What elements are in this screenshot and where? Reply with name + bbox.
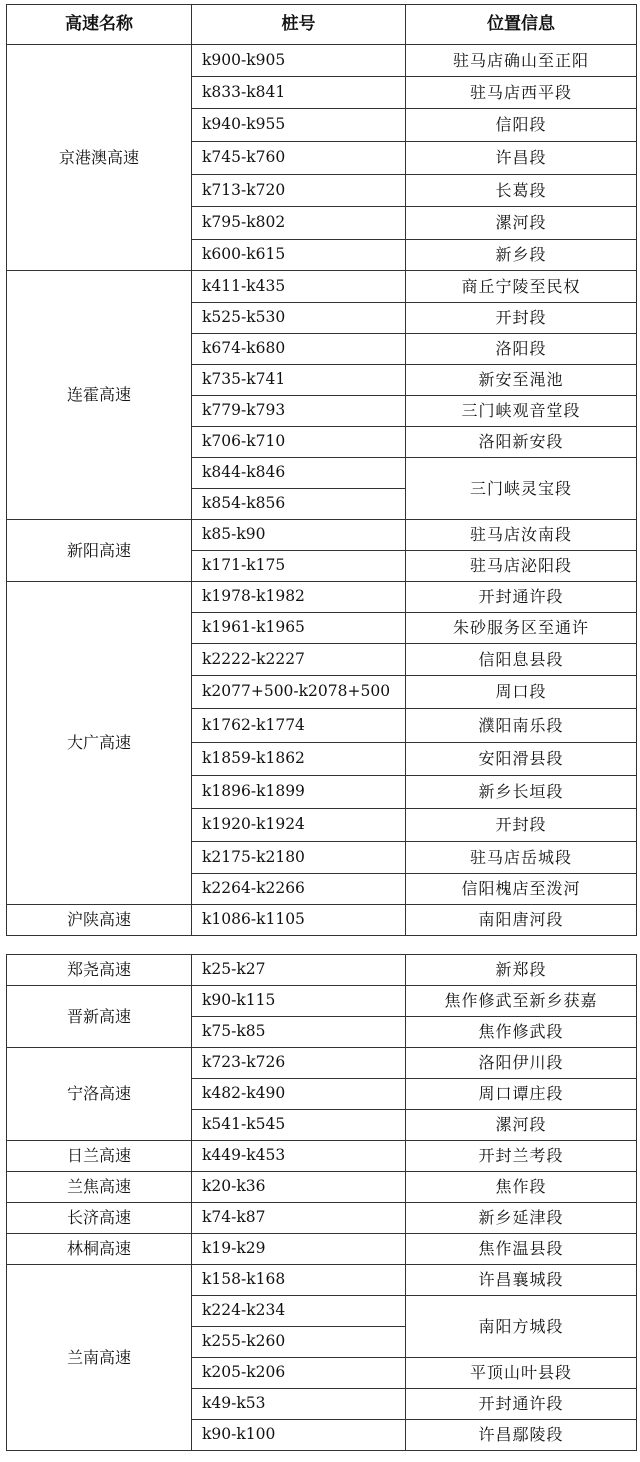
- pile-number-cell: k171-k175: [192, 551, 406, 582]
- pile-number-cell: k449-k453: [192, 1141, 406, 1172]
- pile-number-cell: k940-k955: [192, 109, 406, 142]
- pile-number-cell: k74-k87: [192, 1203, 406, 1234]
- location-cell: 新安至渑池: [406, 365, 637, 396]
- table-row: [7, 45, 637, 77]
- location-cell: 焦作修武段: [406, 1017, 637, 1048]
- pile-number-cell: k19-k29: [192, 1234, 406, 1265]
- table-row: [7, 520, 637, 551]
- location-cell: 开封通许段: [406, 582, 637, 613]
- location-cell: 周口段: [406, 676, 637, 709]
- pile-number-cell: k844-k846: [192, 458, 406, 489]
- location-cell: 洛阳新安段: [406, 427, 637, 458]
- table-row: [7, 1203, 637, 1234]
- location-cell: 许昌襄城段: [406, 1265, 637, 1296]
- header-pile-number: 桩号: [192, 5, 406, 45]
- road-name-cell: 连霍高速: [7, 271, 192, 520]
- pile-number-cell: k2222-k2227: [192, 644, 406, 676]
- road-name-cell: 兰焦高速: [7, 1172, 192, 1203]
- location-cell: 驻马店泌阳段: [406, 551, 637, 582]
- location-cell: 许昌鄢陵段: [406, 1420, 637, 1451]
- pile-number-cell: k674-k680: [192, 334, 406, 365]
- location-cell: 濮阳南乐段: [406, 709, 637, 743]
- pile-number-cell: k255-k260: [192, 1327, 406, 1358]
- location-cell: 洛阳伊川段: [406, 1048, 637, 1079]
- location-cell: 新郑段: [406, 955, 637, 986]
- pile-number-cell: k735-k741: [192, 365, 406, 396]
- road-name-cell: 晋新高速: [7, 986, 192, 1048]
- pile-number-cell: k25-k27: [192, 955, 406, 986]
- location-cell: 洛阳段: [406, 334, 637, 365]
- location-cell: 焦作温县段: [406, 1234, 637, 1265]
- location-cell: 焦作修武至新乡获嘉: [406, 986, 637, 1017]
- location-cell: 开封通许段: [406, 1389, 637, 1420]
- pile-number-cell: k1086-k1105: [192, 905, 406, 936]
- pile-number-cell: k1961-k1965: [192, 613, 406, 644]
- location-cell: 新乡延津段: [406, 1203, 637, 1234]
- pile-number-cell: k541-k545: [192, 1110, 406, 1141]
- location-cell: 开封兰考段: [406, 1141, 637, 1172]
- pile-number-cell: k1896-k1899: [192, 776, 406, 809]
- road-name-cell: 新阳高速: [7, 520, 192, 582]
- road-name-cell: 兰南高速: [7, 1265, 192, 1451]
- pile-number-cell: k158-k168: [192, 1265, 406, 1296]
- pile-number-cell: k2077+500-k2078+500: [192, 676, 406, 709]
- road-name-cell: 大广高速: [7, 582, 192, 905]
- pile-number-cell: k723-k726: [192, 1048, 406, 1079]
- pile-number-cell: k854-k856: [192, 489, 406, 520]
- location-cell: 安阳滑县段: [406, 743, 637, 776]
- table-row: [7, 1265, 637, 1296]
- pile-number-cell: k900-k905: [192, 45, 406, 77]
- location-cell: 长葛段: [406, 175, 637, 207]
- table-row: [7, 582, 637, 613]
- table-body-part-1: [7, 45, 637, 936]
- location-cell: 驻马店汝南段: [406, 520, 637, 551]
- pile-number-cell: k779-k793: [192, 396, 406, 427]
- road-name-cell: 林桐高速: [7, 1234, 192, 1265]
- table-row: [7, 986, 637, 1017]
- highway-table-part-1: [6, 4, 637, 936]
- pile-number-cell: k745-k760: [192, 142, 406, 175]
- table-row: [7, 1172, 637, 1203]
- location-cell: 周口谭庄段: [406, 1079, 637, 1110]
- pile-number-cell: k75-k85: [192, 1017, 406, 1048]
- road-name-cell: 宁洛高速: [7, 1048, 192, 1141]
- highway-table-part-2: [6, 954, 637, 1451]
- pile-number-cell: k2175-k2180: [192, 842, 406, 874]
- location-cell: 许昌段: [406, 142, 637, 175]
- pile-number-cell: k85-k90: [192, 520, 406, 551]
- pile-number-cell: k411-k435: [192, 271, 406, 303]
- header-road-name: 高速名称: [7, 5, 192, 45]
- header-row: [7, 5, 637, 45]
- pile-number-cell: k1859-k1862: [192, 743, 406, 776]
- pile-number-cell: k706-k710: [192, 427, 406, 458]
- location-cell: 驻马店西平段: [406, 77, 637, 109]
- location-cell: 南阳唐河段: [406, 905, 637, 936]
- location-cell: 开封段: [406, 303, 637, 334]
- road-name-cell: 沪陕高速: [7, 905, 192, 936]
- pile-number-cell: k49-k53: [192, 1389, 406, 1420]
- location-cell: 三门峡观音堂段: [406, 396, 637, 427]
- header-location: 位置信息: [406, 5, 637, 45]
- location-cell: 信阳槐店至泼河: [406, 874, 637, 905]
- location-cell: 信阳息县段: [406, 644, 637, 676]
- road-name-cell: 日兰高速: [7, 1141, 192, 1172]
- pile-number-cell: k713-k720: [192, 175, 406, 207]
- location-cell: 焦作段: [406, 1172, 637, 1203]
- location-cell: 漯河段: [406, 1110, 637, 1141]
- location-cell: 南阳方城段: [406, 1296, 637, 1358]
- table-row: [7, 1048, 637, 1079]
- location-cell: 商丘宁陵至民权: [406, 271, 637, 303]
- pile-number-cell: k525-k530: [192, 303, 406, 334]
- road-name-cell: 京港澳高速: [7, 45, 192, 271]
- pile-number-cell: k600-k615: [192, 240, 406, 271]
- pile-number-cell: k90-k115: [192, 986, 406, 1017]
- pile-number-cell: k1762-k1774: [192, 709, 406, 743]
- table-row: [7, 271, 637, 303]
- table-row: [7, 1141, 637, 1172]
- location-cell: 平顶山叶县段: [406, 1358, 637, 1389]
- location-cell: 开封段: [406, 809, 637, 842]
- road-name-cell: 郑尧高速: [7, 955, 192, 986]
- location-cell: 驻马店岳城段: [406, 842, 637, 874]
- pile-number-cell: k482-k490: [192, 1079, 406, 1110]
- road-name-cell: 长济高速: [7, 1203, 192, 1234]
- location-cell: 新乡段: [406, 240, 637, 271]
- location-cell: 三门峡灵宝段: [406, 458, 637, 520]
- location-cell: 驻马店确山至正阳: [406, 45, 637, 77]
- pile-number-cell: k90-k100: [192, 1420, 406, 1451]
- location-cell: 漯河段: [406, 207, 637, 240]
- table-row: [7, 955, 637, 986]
- pile-number-cell: k20-k36: [192, 1172, 406, 1203]
- pile-number-cell: k224-k234: [192, 1296, 406, 1327]
- table-row: [7, 905, 637, 936]
- pile-number-cell: k2264-k2266: [192, 874, 406, 905]
- location-cell: 新乡长垣段: [406, 776, 637, 809]
- table-body-part-2: [7, 955, 637, 1451]
- location-cell: 朱砂服务区至通许: [406, 613, 637, 644]
- pile-number-cell: k1920-k1924: [192, 809, 406, 842]
- pile-number-cell: k833-k841: [192, 77, 406, 109]
- location-cell: 信阳段: [406, 109, 637, 142]
- table-row: [7, 1234, 637, 1265]
- pile-number-cell: k205-k206: [192, 1358, 406, 1389]
- pile-number-cell: k795-k802: [192, 207, 406, 240]
- pile-number-cell: k1978-k1982: [192, 582, 406, 613]
